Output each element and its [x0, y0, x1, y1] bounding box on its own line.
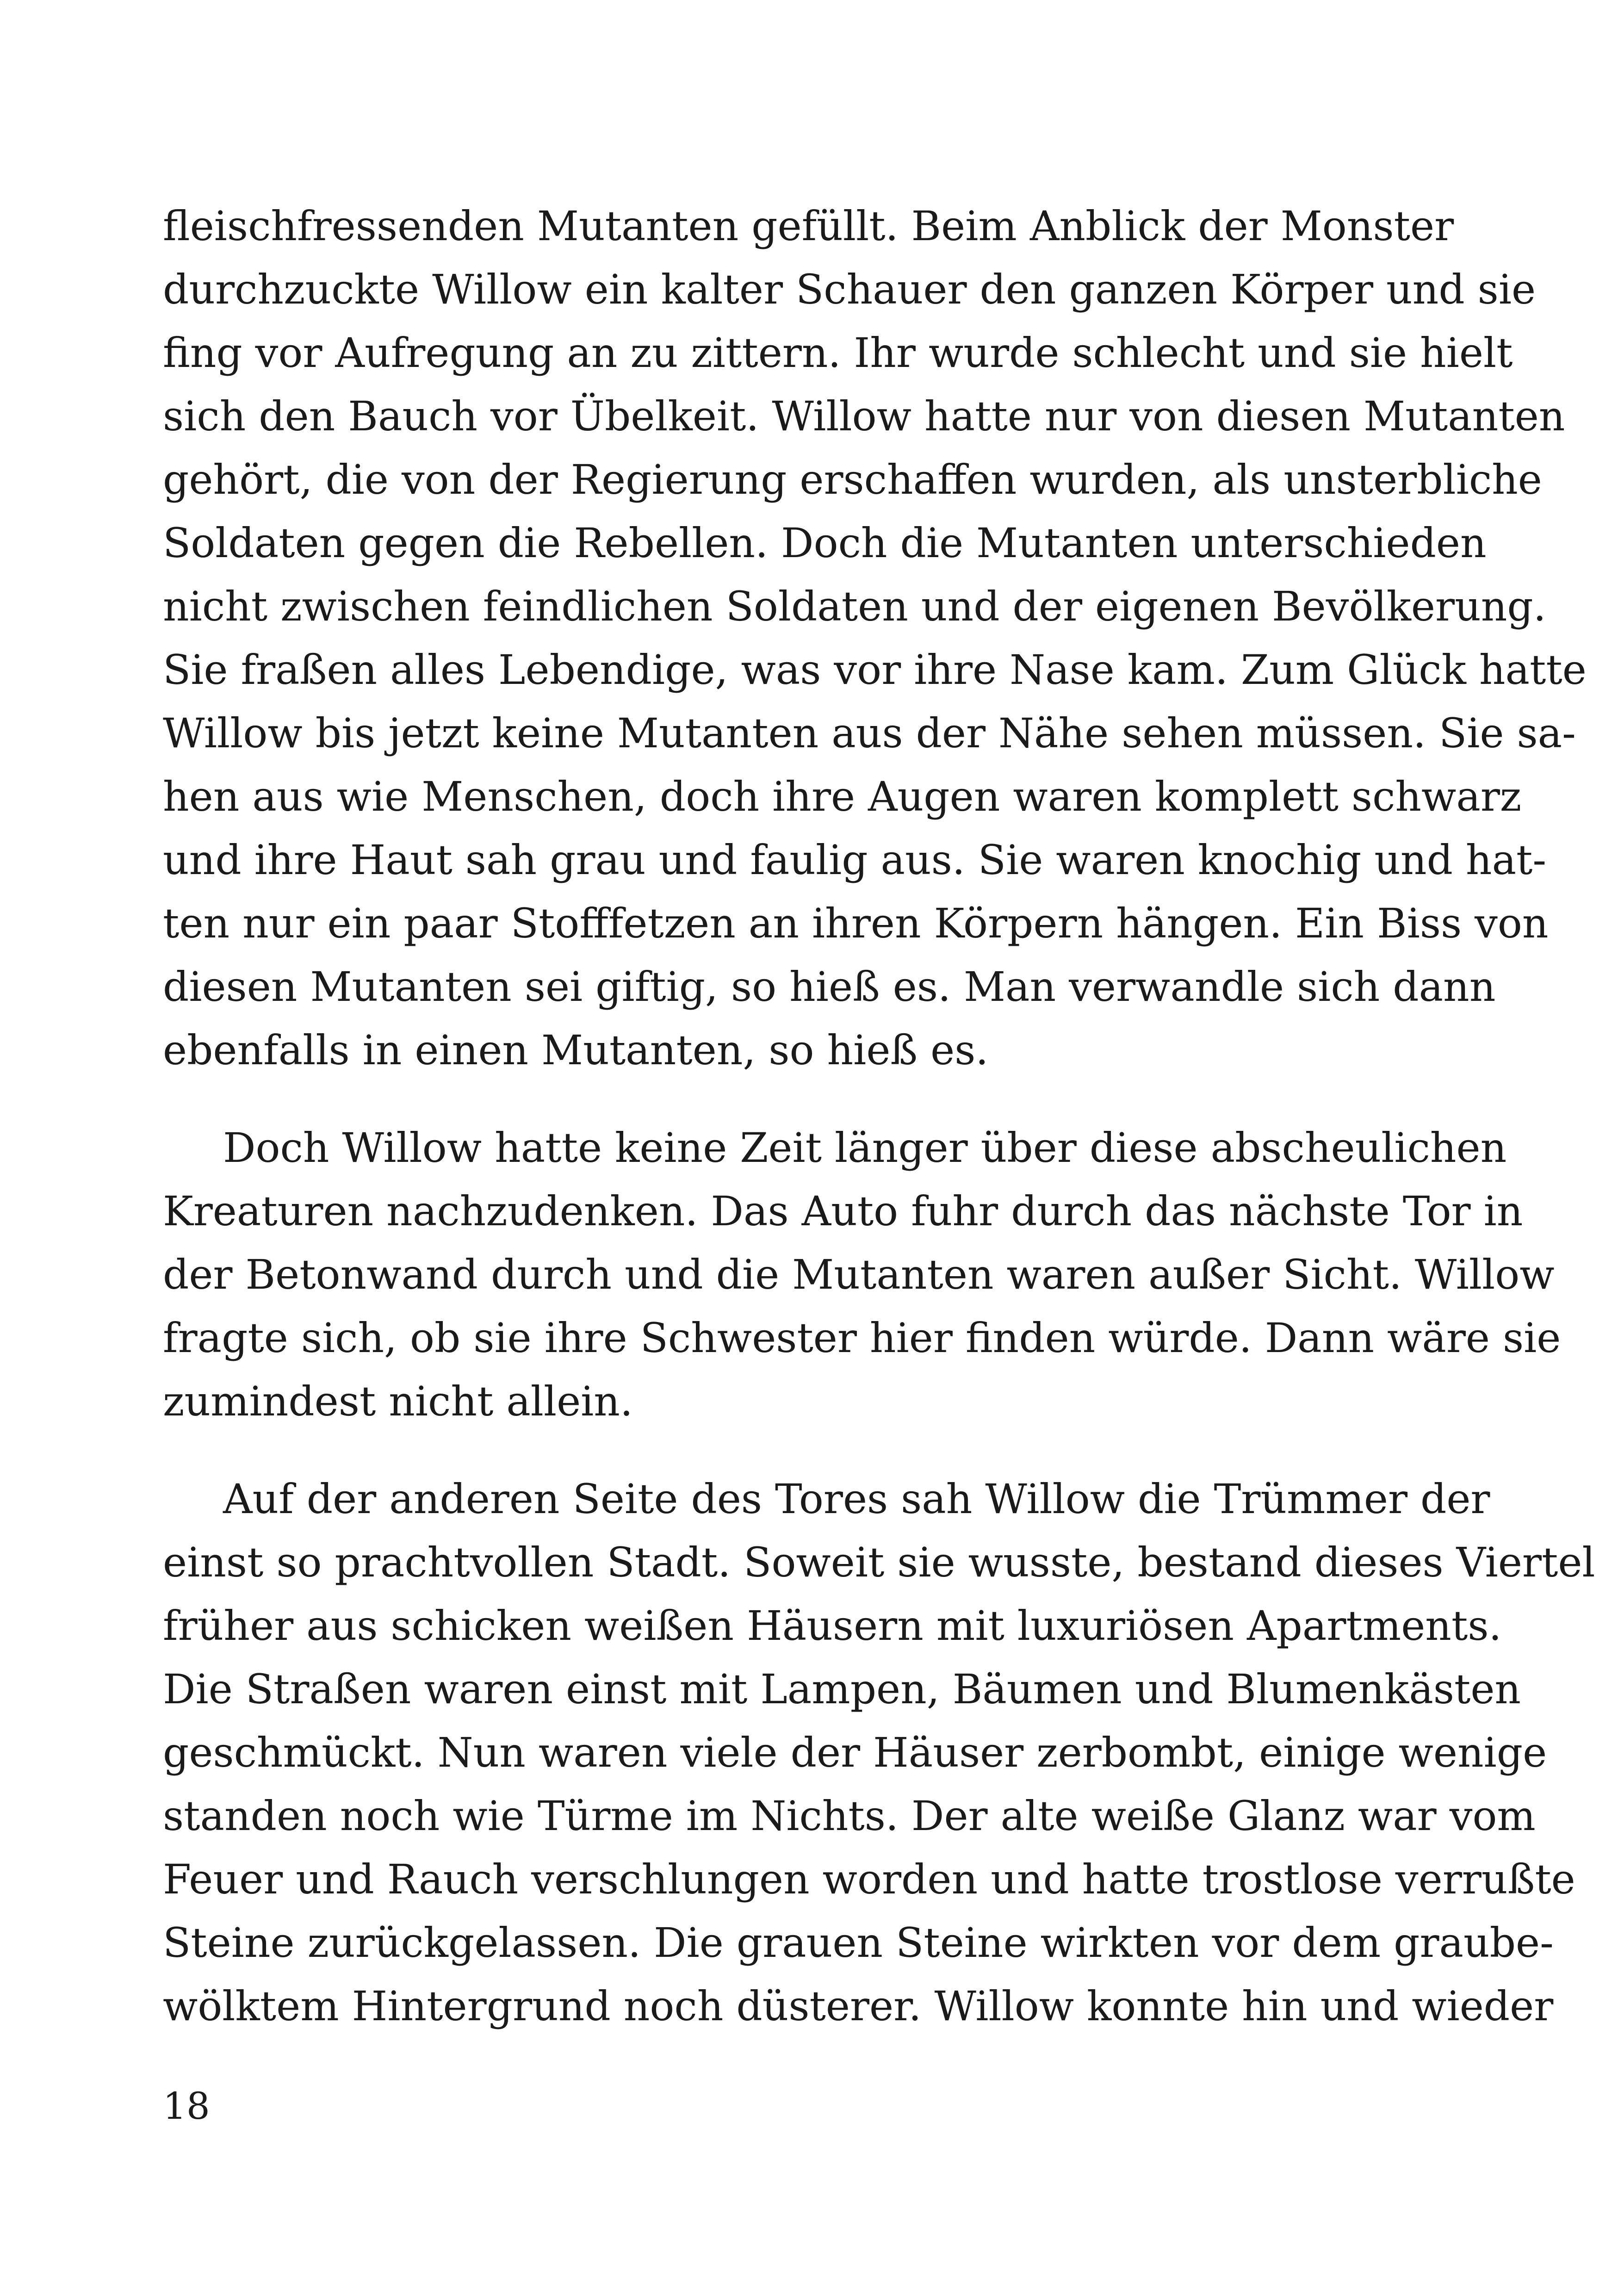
text-line: Feuer und Rauch verschlungen worden und hatte trostlose verrußte: [163, 1855, 1575, 1903]
text-line: Steine zurückgelassen. Die grauen Steine wirkten vor dem graube-: [163, 1919, 1554, 1967]
text-line: gehört, die von der Regierung erschaffen wurden, als unsterbliche: [163, 456, 1542, 503]
text-line: Sie fraßen alles Lebendige, was vor ihre Nase kam. Zum Glück hatte: [163, 646, 1587, 694]
paragraph: [163, 194, 1587, 1082]
text-line: und ihre Haut sah grau und faulig aus. Sie waren knochig und hat-: [163, 836, 1547, 884]
paragraph: [163, 1116, 1561, 1433]
paragraph: [163, 1467, 1595, 2038]
text-line: ten nur ein paar Stofffetzen an ihren Körpern hängen. Ein Biss von: [163, 900, 1549, 947]
text-line: sich den Bauch vor Übelkeit. Willow hatte nur von diesen Mutanten: [163, 392, 1565, 440]
text-line: Kreaturen nachzudenken. Das Auto fuhr durch das nächste Tor in: [163, 1187, 1523, 1235]
text-line: Doch Willow hatte keine Zeit länger über diese abscheulichen: [223, 1124, 1507, 1172]
text-line: fing vor Aufregung an zu zittern. Ihr wurde schlecht und sie hielt: [163, 329, 1513, 377]
text-line: nicht zwischen feindlichen Soldaten und der eigenen Bevölkerung.: [163, 583, 1546, 630]
text-line: Auf der anderen Seite des Tores sah Willow die Trümmer der: [223, 1475, 1490, 1523]
paragraph-spacer: [163, 1433, 1440, 1467]
text-line: ebenfalls in einen Mutanten, so hieß es.: [163, 1026, 989, 1074]
text-line: wölktem Hintergrund noch düsterer. Willow konnte hin und wieder: [163, 1982, 1554, 2030]
text-line: hen aus wie Menschen, doch ihre Augen waren komplett schwarz: [163, 773, 1522, 820]
page-number: 18: [163, 2085, 210, 2128]
text-line: Die Straßen waren einst mit Lampen, Bäumen und Blumenkästen: [163, 1665, 1521, 1713]
text-line: der Betonwand durch und die Mutanten waren außer Sicht. Willow: [163, 1251, 1555, 1298]
text-line: geschmückt. Nun waren viele der Häuser zerbombt, einige wenige: [163, 1729, 1547, 1776]
text-line: standen noch wie Türme im Nichts. Der alte weiße Glanz war vom: [163, 1792, 1536, 1840]
text-line: fleischfressenden Mutanten gefüllt. Beim Anblick der Monster: [163, 202, 1454, 250]
text-line: Soldaten gegen die Rebellen. Doch die Mutanten unterschieden: [163, 519, 1487, 567]
text-line: fragte sich, ob sie ihre Schwester hier finden würde. Dann wäre sie: [163, 1314, 1561, 1362]
body-text: [163, 194, 1595, 2038]
text-line: Willow bis jetzt keine Mutanten aus der Nähe sehen müssen. Sie sa-: [163, 709, 1576, 757]
text-line: durchzuckte Willow ein kalter Schauer den ganzen Körper und sie: [163, 266, 1536, 313]
paragraph-spacer: [163, 1082, 1440, 1116]
text-line: diesen Mutanten sei giftig, so hieß es. Man verwandle sich dann: [163, 963, 1496, 1011]
text-line: zumindest nicht allein.: [163, 1378, 633, 1425]
text-line: früher aus schicken weißen Häusern mit luxuriösen Apartments.: [163, 1602, 1502, 1650]
text-line: einst so prachtvollen Stadt. Soweit sie wusste, bestand dieses Viertel: [163, 1539, 1595, 1586]
